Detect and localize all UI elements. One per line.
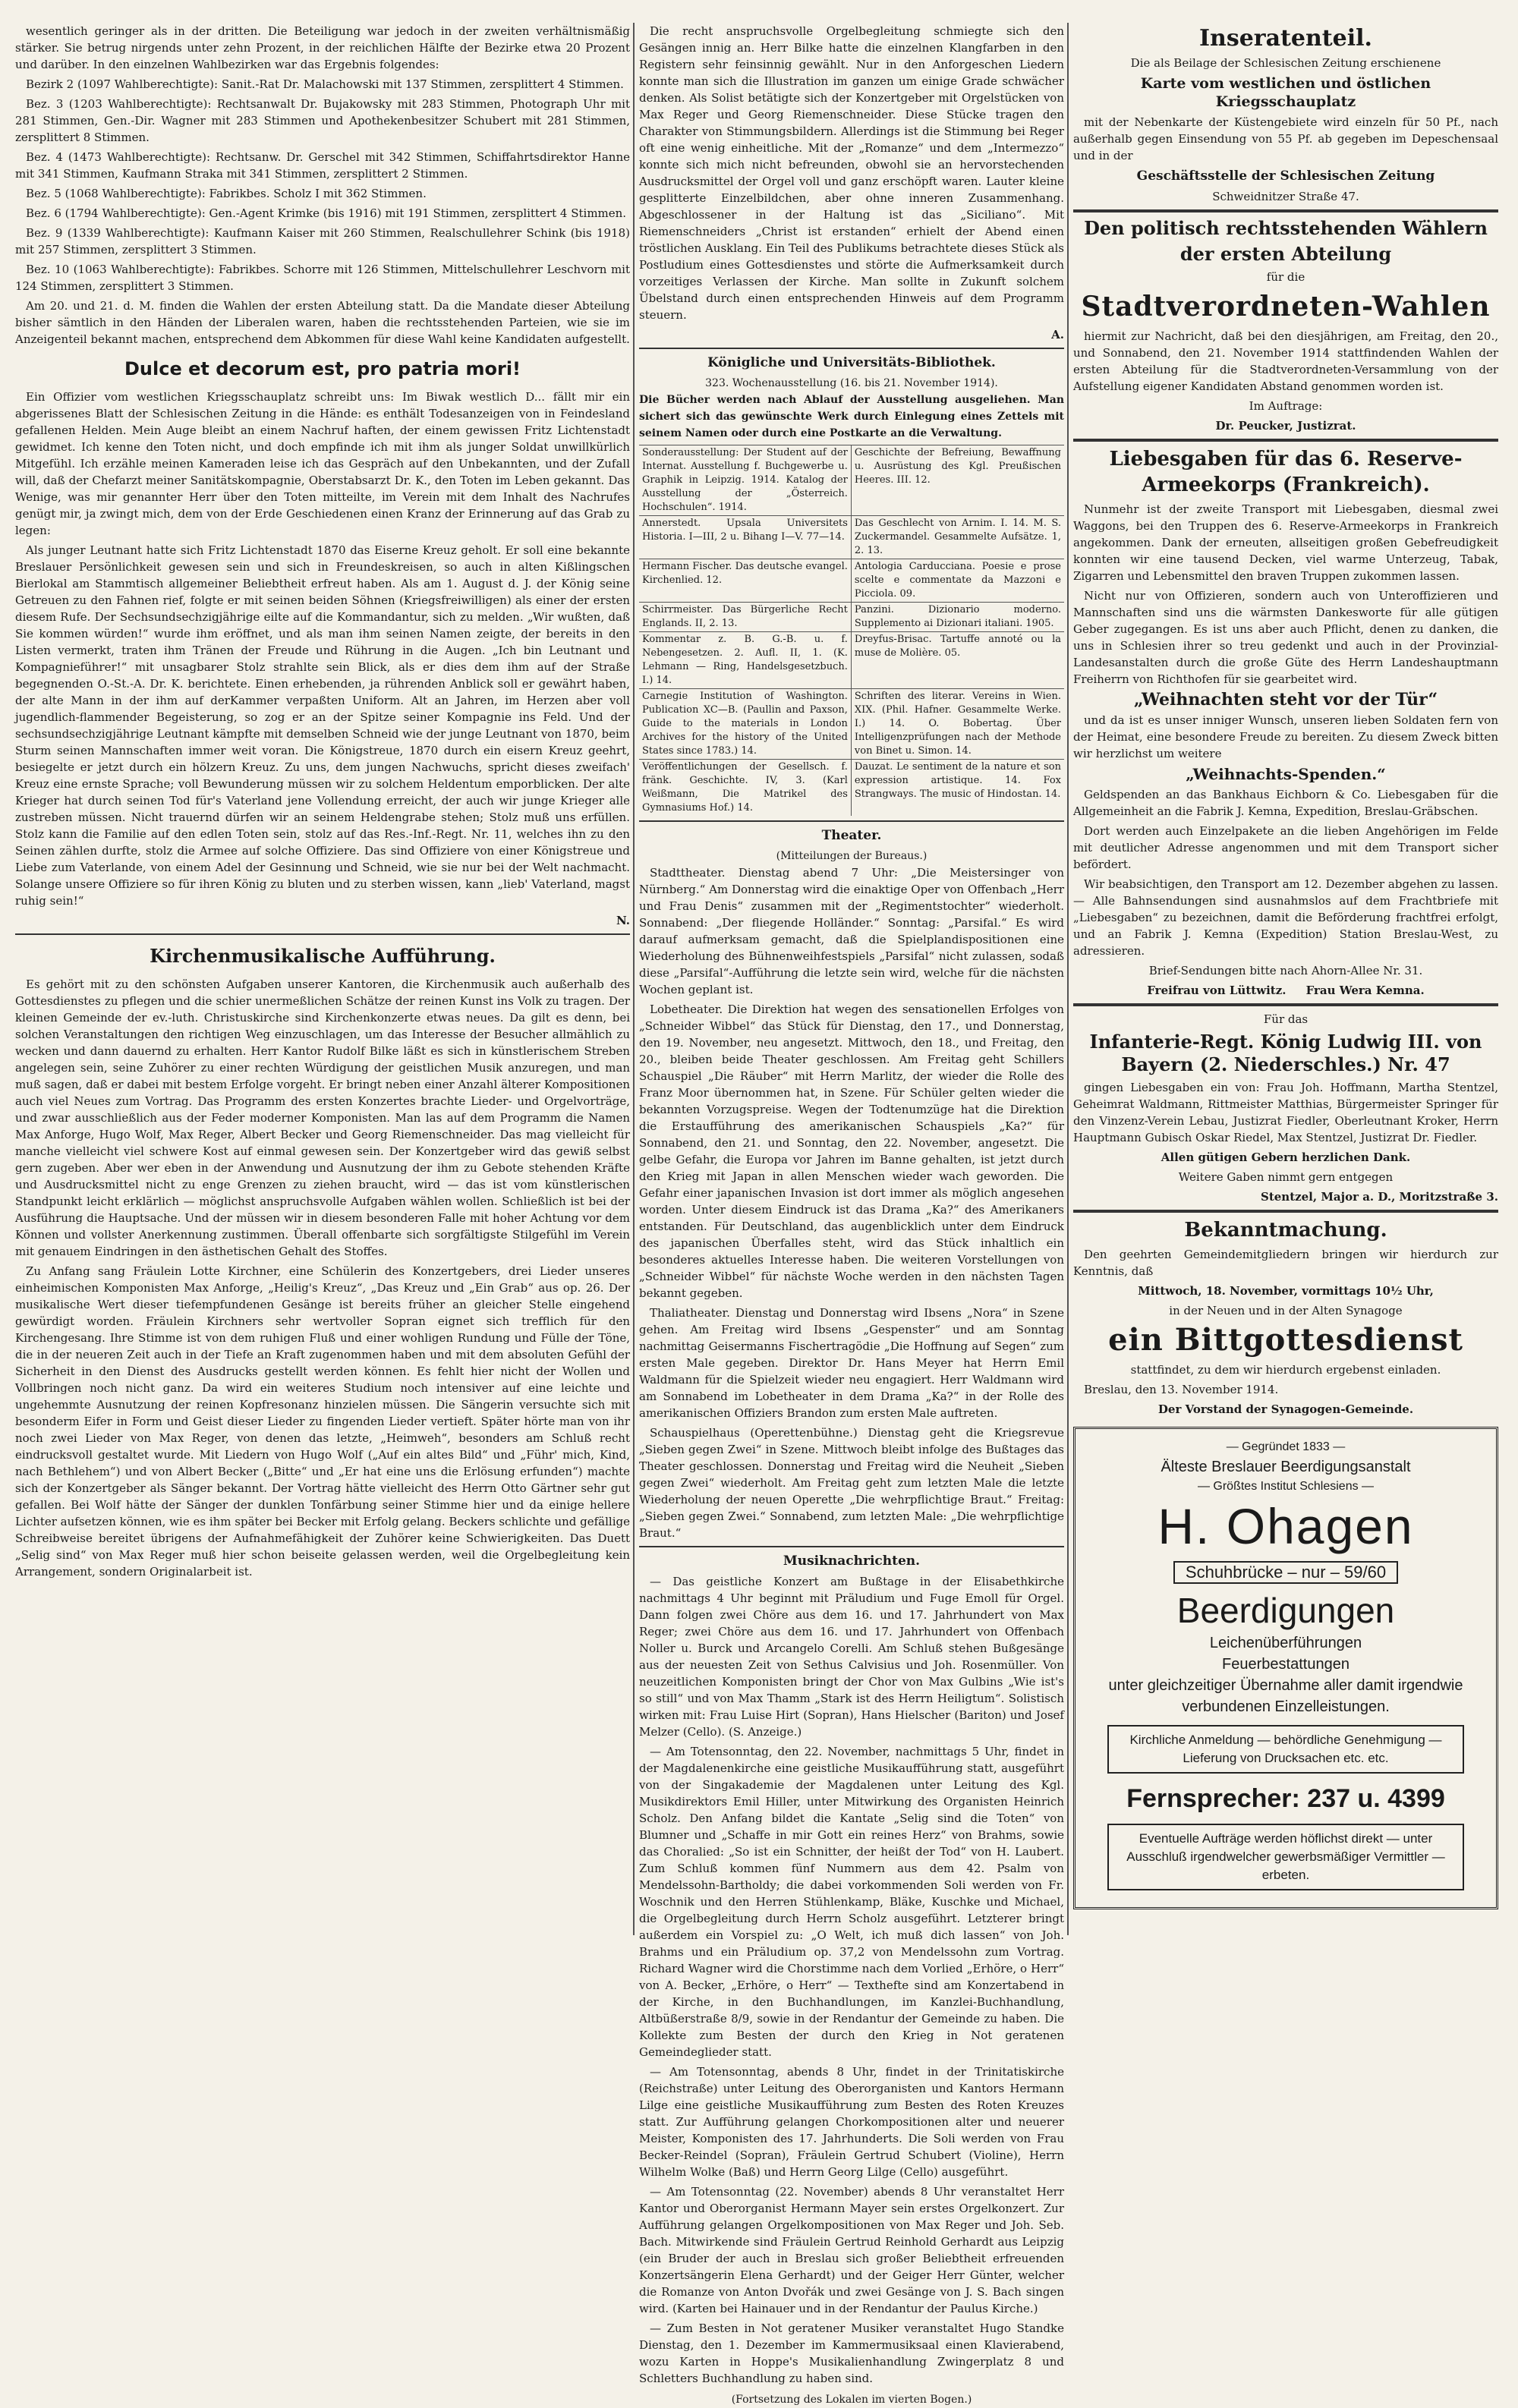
phone-number: Fernsprecher: 237 u. 4399 bbox=[1126, 1784, 1445, 1813]
article-title: Kirchenmusikalische Aufführung. bbox=[150, 945, 496, 967]
ad-title: Infanterie-Regt. König Ludwig III. von Bayern (2. Niederschles.) Nr. 47 bbox=[1089, 1031, 1482, 1075]
ad-signature: Der Vorstand der Synagogen-Gemeinde. bbox=[1157, 1402, 1414, 1416]
paragraph: Bez. 3 (1203 Wahlberechtigte): Rechtsanwalt Dr. Bujakowsky mit 283 Stimmen, Photograph Uhr mit 281 Stimmen, Gen.-Dir. Wagner mit 283 Stimmen und Apothekenbesitzer Schubert mit 281 Stimmen, zersplittert 8 Stimmen. bbox=[15, 97, 630, 144]
section-rule bbox=[639, 1546, 1064, 1547]
ad-title: Karte vom westlichen und östlichen Kriegsschauplatz bbox=[1140, 75, 1431, 110]
company-name: H. Ohagen bbox=[1157, 1498, 1414, 1554]
section-rule bbox=[1073, 439, 1498, 442]
ad-office: Geschäftsstelle der Schlesischen Zeitung bbox=[1136, 168, 1435, 184]
table-cell: Das Geschlecht von Arnim. I. 14. M. S. Zuckermandel. Gesammelte Aufsätze. 1, 2. 13. bbox=[851, 516, 1064, 559]
ad-title: Bekanntmachung. bbox=[1184, 1219, 1387, 1242]
ad-text: Nicht nur von Offizieren, sondern auch von Unteroffizieren und Mannschaften sind uns die wärmsten Dankesworte für alle gütigen Geber zugegangen. Es ist uns aber auch Pflicht, denen zu danken, die uns in Schlesien ihrer so treu gedenkt und auch in der Provinzial-Landesanstalten durch die große Güte des Herrn Landeshauptmann Freiherrn von Richthofen für sie gearbeitet wird. bbox=[1073, 589, 1498, 686]
ad-text: in der Neuen und in der Alten Synagoge bbox=[1169, 1304, 1403, 1317]
paragraph: — Zum Besten in Not geratener Musiker veranstaltet Hugo Standke Dienstag, den 1. Dezember im Kammermusiksaal einen Klavierabend, wozu Karten in Hoppe's Musikalienhandlung Zwingerplatz 8 und Schletters Buchhandlung zu haben sind. bbox=[639, 2321, 1064, 2385]
paragraph: Bezirk 2 (1097 Wahlberechtigte): Sanit.-Rat Dr. Malachowski mit 137 Stimmen, zersplittert 4 Stimmen. bbox=[26, 77, 624, 91]
ad-text: Geldspenden an das Bankhaus Eichborn & Co. Liebesgaben für die Allgemeinheit an die Fabrik J. Kemna, Expedition, Breslau-Gräbschen. bbox=[1073, 788, 1498, 818]
section-rule bbox=[639, 348, 1064, 349]
paragraph: Es gehört mit zu den schönsten Aufgaben unserer Kantoren, die Kirchenmusik auch außerhalb des Gottesdienstes zu pflegen und die schier unermeßlichen Schätze der reinen Kunst ins Volk zu tragen. Der kleinen Gemeinde der ev.-luth. Christuskirche sind Kirchenkonzerte etwas neues. Da gilt es denn, bei solchen Veranstaltungen den richtigen Weg einzuschlagen, um das Interesse der Besucher allmählich zu wecken und dann dauernd zu erhalten. Herr Kantor Rudolf Bilke läßt es sich in künstlerischem Streben angelegen sein, seine Zuhörer zu einer rechten Würdigung der geistlichen Musik anzuregen, und man muß sagen, daß er dabei mit bestem Erfolge vorgeht. Er bringt neben einer Anzahl älterer Kompositionen auch viel Neues zum Vortrag. Das Programm des ersten Konzertes brachte Lieder- und Orgelvorträge, und zwar ausschließlich aus der Feder moderner Komponisten. Man las auf dem Programm die Namen Max Anforge, Hugo Wolf, Max Reger, Albert Becker und Georg Riemenschneider. Das mag vielleicht für manche vielleicht viel schwere Kost auf einmal gewesen sein. Der Konzertgeber wird das gewiß selbst gern zugeben. Aber wer eben in der Anwendung und Ausnutzung der ihm zu Gebote stehenden Kräfte und Ausdrucksmittel nicht zu enge Grenzen zu ziehen braucht, wird — das ist vom künstlerischen Standpunkt leicht erklärlich — möglichst anspruchsvolle Aufgaben wählen wollen. Schließlich ist bei der Ausführung die Hauptsache. Und der müssen wir in diesem besonderen Falle mit hoher Achtung vor dem Können und vollster Anerkennung zustimmen. Überall offenbarte sich sorgfältigste Stilgefühl im Verein mit genauem Eindringen in den ästhetischen Gehalt des Stoffes. bbox=[15, 977, 630, 1258]
ad-text: und da ist es unser inniger Wunsch, unseren lieben Soldaten fern von der Heimat, eine besondere Freude zu bereiten. Zu diesem Zweck bitten wir herzlichst um weitere bbox=[1073, 713, 1498, 760]
paragraph: Zu Anfang sang Fräulein Lotte Kirchner, eine Schülerin des Konzertgebers, drei Lieder unseres einheimischen Komponisten Max Anforge, „Heilig's Kreuz“, „Das Kreuz und „Ein Grab“ aus op. 26. Der musikalische Wert dieser tiefempfundenen Gesänge ist bereits früher an gleicher Stelle eingehend gewürdigt worden. Fräulein Kirchners sehr wertvoller Sopran eignet sich trefflich für den Kirchengesang. Ihre Stimme ist von dem ruhigen Fluß und einer wohligen Rundung und Fülle der Töne, die in der neueren Zeit auch in der Tiefe an Kraft zugenommen haben und mit dem absoluten Gefühl der Sicherheit in den Dienst des Ausdrucks gestellt werden können. Es fehlt hier nicht der Wollen und Vollbringen noch nicht ganz. Da wird ein weiteres Studium noch intensiver auf eine leichte und ungehemmte Ausnutzung der reinen Kopfresonanz hinzielen müssen. Die Sängerin versuchte sich mit besonderm Eifer in Form und Geist dieser Lieder zu fingenden Lieder vertieft. Später hörte man von ihr noch zwei Lieder von Max Reger, von denen das letzte, „Heimweh“, besonders am Schluß recht eindrucksvoll gestaltet wurde. Mit Liedern von Hugo Wolf („Auf ein altes Bild“ und „Führ' mich, Kind, nach Bethlehem“) und von Albert Becker („Bitte“ und „Er hat eine uns die Erlösung erfunden“) machte sich der Konzertgeber als Sänger bekannt. Der Vortrag hätte vielleicht des Herrn Otto Gärtner sehr gut gefallen. Bei Wolf hätte der Sänger der dunklen Tonfärbung seiner Stimme hier und da einige hellere Lichter aufsetzen können, wie es ihm später bei Becker mit Erfolg gelang. Beckers schlichte und gefällige Schreibweise bereitet übrigens der Aufnahmefähigkeit der Zuhörer keine Schwierigkeiten. Das Duett „Selig sind“ von Max Reger muß hier schon beiseite gelassen werden, weil die Orgelbegleitung kein Arrangement, sondern Originalarbeit ist. bbox=[15, 1264, 630, 1579]
ad-text: Den geehrten Gemeindemitgliedern bringen wir hierdurch zur Kenntnis, daß bbox=[1073, 1248, 1498, 1278]
ad-largest: — Größtes Institut Schlesiens — bbox=[1197, 1480, 1375, 1493]
ad-heading-line: Den politisch rechtsstehenden Wählern bbox=[1084, 217, 1488, 239]
ad-text: Allen gütigen Gebern herzlichen Dank. bbox=[1161, 1150, 1411, 1164]
table-cell: Dreyfus-Brisac. Tartuffe annoté ou la muse de Molière. 05. bbox=[851, 632, 1064, 689]
section-rule bbox=[1073, 209, 1498, 212]
ad-text: Nunmehr ist der zweite Transport mit Liebesgaben, diesmal zwei Waggons, bei den Truppen des 6. Reserve-Armeekorps in Frankreich angekommen. Dank der erneuten, allseitigen großen Gebefreudigkeit konnten wir eine tausend Decken, viel warme Unterzeug, Tabak, Zigarren und Lebensmittel den braven Truppen zukommen lassen. bbox=[1073, 502, 1498, 583]
paragraph: — Das geistliche Konzert am Bußtage in der Elisabethkirche nachmittags 4 Uhr beginnt mit Präludium und Fuge Emoll für Orgel. Dann folgen zwei Chöre aus dem 16. und 17. Jahrhundert von Max Reger; zwei Chöre aus dem 16. und 17. Jahrhundert von Offenbach Noller u. Burck und Arcangelo Corelli. Am Schluß stehen Bußgesänge aus der neuesten Zeit von Sethus Calvisius und Joh. Rosenmüller. Von neuzeitlichen Komponisten bringt der Chor von Max Gulbins „Wie ist's so still“ und von Max Thamm „Stark ist des Herrn Heiligtum“. Solistisch wirken mit: Frau Luise Hirt (Sopran), Hans Hielscher (Bariton) und Josef Melzer (Cello). (S. Anzeige.) bbox=[639, 1575, 1064, 1739]
paragraph: Am 20. und 21. d. M. finden die Wahlen der ersten Abteilung statt. Da die Mandate dieser Abteilung bisher sämtlich in den Händen der Liberalen waren, haben die rechtsstehenden Parteien, wie sie im Anzeigenteil bekannt machen, entsprechend dem Abkommen für diese Wahl keine Kandidaten aufgestellt. bbox=[15, 299, 630, 346]
section-rule bbox=[639, 820, 1064, 822]
ad-subtitle: „Weihnachten steht vor der Tür“ bbox=[1133, 690, 1438, 710]
paragraph: Als junger Leutnant hatte sich Fritz Lichtenstadt 1870 das Eiserne Kreuz geholt. Er soll eine bekannte Breslauer Persönlichkeit gewesen sein und sich in Freundeskreisen, so auch in alten Kißlingschen Bierlokal am Stammtisch allgemeiner Beliebtheit erfreut haben. Als am 1. August d. J. der König seine Getreuen zu den Fahnen rief, folgte er mit seinen beiden Söhnen (Kriegsfreiwilligen) als einer der ersten diesem Rufe. Der Sechsundsechzigjährige eilte auf die Kommandantur, sich zu melden. „Wir wußten, daß Sie kommen würden!“ wurde ihm eröffnet, und als man ihm seinen Namen zeigte, der bereits in den Listen vermerkt, traten ihm Tränen der Freude und Rührung in die Augen. „Ich bin Leutnant und Kompagnieführer!“ mit unsagbarer Stolz strahlte sein Blick, als er dies dem ihm auf der Straße begegnenden O.-St.-A. Dr. K. berichtete. Einen erhebenden, ja rührenden Anblick soll er gewährt haben, der alte Mann in der ihm auf derKammer verpaßten Uniform. Alt an Jahren, im Herzen aber voll jugendlich-flammender Begeisterung, so zog er an der Spitze seiner Kompagnie ins Feld. Und der sechsundsechzigjährige Leutnant kämpfte mit demselben Schneid wie der junge Leutnant von 1870, beim Sturm seinen Mannschaften immer weit voran. Die Königstreue, 1870 durch ein eisern Kreuz geehrt, besiegelte er jetzt durch ein hölzern Kreuz. Zu uns, dem jungen Nachwuchs, spricht dieses zweifach' Kreuz eine ernste Sprache; voll Bewunderung müssen wir zu solchem Heldentum emporblicken. Der alte Krieger hat durch seinen Tod für's Vaterland jene Vollendung erreicht, der auch wir junge Krieger alle zustreben müssen. Nicht trauernd dürfen wir an seinem Heldengrabe stehen; Stolz muß uns erfüllen. Stolz kann die Familie auf den edlen Toten sein, stolz auf das Res.-Inf.-Regt. Nr. 11, welches ihn zu den Seinen zählen durfte, stolz die Armee auf solche Offiziere. Das sind Offiziere von einer Königstreue und Liebe zum Vaterlande, von einem Adel der Gesinnung und Schneid, wie sie nur bei der Welt nachmacht. Solange unsere Offiziere so für ihren König zu bluten und zu sterben wissen, kann „lieb' Vaterland, magst ruhig sein!“ bbox=[15, 543, 630, 908]
ad-text: stattfindet, zu dem wir hierdurch ergebenst einladen. bbox=[1130, 1363, 1441, 1377]
ad-date: Mittwoch, 18. November, vormittags 10½ Uhr, bbox=[1138, 1284, 1434, 1298]
election-ad bbox=[1073, 217, 1498, 434]
company-address: Schuhbrücke – nur – 59/60 bbox=[1173, 1561, 1398, 1584]
synagogue-ad bbox=[1073, 1217, 1498, 1418]
table-cell: Dauzat. Le sentiment de la nature et son expression artistique. 14. Fox Strangways. The music of Hindostan. 14. bbox=[851, 760, 1064, 817]
paragraph: — Am Totensonntag, abends 8 Uhr, findet in der Trinitatiskirche (Reichstraße) unter Leitung des Oberorganisten und Kantors Hermann Lilge eine geistliche Musikaufführung zum Besten des Roten Kreuzes statt. Zur Aufführung gelangen Chorkompositionen alter und neuerer Meister, Komponisten des 17. Jahrhunderts. Die Soli werden von Frau Becker-Reindel (Sopran), Fräulein Gertrud Schubert (Violine), Herrn Wilhelm Wolke (Baß) und Herrn Georg Lilge (Cello) ausgeführt. bbox=[639, 2065, 1064, 2179]
ad-service-title: Beerdigungen bbox=[1176, 1591, 1395, 1630]
author-initial: A. bbox=[1051, 328, 1064, 342]
table-cell: Veröffentlichungen der Gesellsch. f. fränk. Geschichte. IV, 3. (Karl Weißmann, Die Matrikel des Gymnasiums Hof.) 14. bbox=[639, 760, 851, 817]
ad-text: Für das bbox=[1263, 1012, 1309, 1026]
paragraph: Bez. 4 (1473 Wahlberechtigte): Rechtsanw. Dr. Gerschel mit 342 Stimmen, Schiffahrtsdirektor Hanne mit 341 Stimmen, Kaufmann Straka mit 341 Stimmen, zersplittert 2 Stimmen. bbox=[15, 150, 630, 181]
column-divider bbox=[633, 23, 635, 1935]
table-row bbox=[639, 603, 1064, 632]
section-subtitle: 323. Wochenausstellung (16. bis 21. November 1914). bbox=[705, 377, 998, 389]
paragraph: Bez. 9 (1339 Wahlberechtigte): Kaufmann Kaiser mit 260 Stimmen, Realschullehrer Schink (bis 1918) mit 257 Stimmen, zersplittert 3 Stimmen. bbox=[15, 226, 630, 257]
table-cell: Hermann Fischer. Das deutsche evangel. Kirchenlied. 12. bbox=[639, 559, 851, 603]
column-3 bbox=[1073, 23, 1498, 1935]
ad-text: Dort werden auch Einzelpakete an die lieben Angehörigen im Felde mit deutlicher Adresse angenommen und mit dem Transport sicher befördert. bbox=[1073, 824, 1498, 871]
ad-heading-line: der ersten Abteilung bbox=[1179, 243, 1392, 265]
ad-inner-box: Kirchliche Anmeldung — behördliche Genehmigung — Lieferung von Drucksachen etc. etc. bbox=[1107, 1725, 1464, 1774]
ad-text: Breslau, den 13. November 1914. bbox=[1084, 1383, 1279, 1396]
table-row bbox=[639, 516, 1064, 559]
table-row bbox=[639, 632, 1064, 689]
table-cell: Schriften des literar. Vereins in Wien. XIX. (Phil. Hafner. Gesammelte Werke. I.) 14. O. Bobertag. Über Intelligenzprüfungen nach der Methode von Binet u. Simon. 14. bbox=[851, 689, 1064, 760]
ad-text: Im Auftrage: bbox=[1249, 399, 1323, 413]
ad-signature: Freifrau von Lüttwitz. Frau Wera Kemna. bbox=[1147, 984, 1425, 997]
ad-text: hiermit zur Nachricht, daß bei den diesjährigen, am Freitag, den 20., und Sonnabend, den 21. November 1914 stattfindenden Wahlen der ersten Abteilung für die Stadtverordneten-Versammlung von der Aufstellung eigener Kandidaten Abstand genommen worden ist. bbox=[1073, 329, 1498, 393]
map-ad bbox=[1073, 55, 1498, 205]
ad-service: unter gleichzeitiger Übernahme aller damit irgendwie verbundenen Einzelleistungen. bbox=[1108, 1677, 1463, 1715]
paragraph: — Am Totensonntag (22. November) abends 8 Uhr veranstaltet Herr Kantor und Oberorganist Hermann Mayer sein erstes Orgelkonzert. Zur Aufführung gelangen Orgelkompositionen von Max Reger und Joh. Seb. Bach. Mitwirkende sind Fräulein Gertrud Reinhold Gerhardt aus Leipzig (ein Bruder der auch in Breslau sich großer Beliebtheit erfreuenden Konzertsängerin Elena Gerhardt) und der Geiger Herr Günter, welcher die Romanze von Anton Dvořák und zwei Gesänge von J. S. Bach singen wird. (Karten bei Hainauer und in der Rendantur der Paulus Kirche.) bbox=[639, 2185, 1064, 2315]
ad-text: für die bbox=[1266, 270, 1305, 284]
column-1 bbox=[15, 23, 630, 1935]
regiment-ad bbox=[1073, 1011, 1498, 1205]
ad-text: Die als Beilage der Schlesischen Zeitung erschienene bbox=[1130, 56, 1441, 70]
ad-text: mit der Nebenkarte der Küstengebiete wird einzeln für 50 Pf., nach außerhalb gegen Einsendung von 55 Pf. ab gegeben im Depeschensaal und in der bbox=[1073, 115, 1498, 162]
table-row bbox=[639, 760, 1064, 817]
ad-text: Weitere Gaben nimmt gern entgegen bbox=[1178, 1170, 1394, 1184]
ad-signature: Stentzel, Major a. D., Moritzstraße 3. bbox=[1260, 1190, 1498, 1204]
table-row bbox=[639, 689, 1064, 760]
table-cell: Kommentar z. B. G.-B. u. f. Nebengesetzen. 2. Aufl. II, 1. (K. Lehmann — Ring, Handelsgesetzbuch. I.) 14. bbox=[639, 632, 851, 689]
paragraph: Die recht anspruchsvolle Orgelbegleitung schmiegte sich den Gesängen innig an. Herr Bilke hatte die einzelnen Klangfarben in den Registern sehr feinsinnig gewählt. Nur in den Anforgeschen Liedern konnte man sich die Illustration im ganzen um einige Grade schwächer denken. Als Solist betätigte sich der Konzertgeber mit Orgelstücken von Max Reger und Georg Riemenschneider. Diese Stücke tragen den Charakter von Stimmungsbildern. Allerdings ist die Stimmung bei Reger oft eine wenig einheitliche. Mit der „Romanze“ und dem „Intermezzo“ konnte sich mich nicht befreunden, obwohl sie an hervorstechenden Ausdrucksmittel der Orgel voll und ganz erschöpft waren. Lauter kleine gesplitterte Einzelbildchen, aber ohne inneren Zusammenhang. Abgeschlossener in der Haltung ist das „Siciliano“. Mit Riemenschneiders „Christ ist erstanden“ erhielt der Abend einen tröstlichen Ausklang. Ein Teil des Publikums betrachtete dieses Stück als Postludium eines Gottesdienstes und störte die Aufmerksamkeit durch vorzeitiges Verlassen der Kirche. Man sollte in Zukunft solchem Übelstand durch einen entsprechenden Hinweis auf dem Programm steuern. bbox=[639, 24, 1064, 322]
table-cell: Sonderausstellung: Der Student auf der Internat. Ausstellung f. Buchgewerbe u. Graphik in Leipzig. 1914. Katalog der Ausstellung der „Österreich. Hochschulen“. 1914. bbox=[639, 445, 851, 516]
ad-text: Wir beabsichtigen, den Transport am 12. Dezember abgehen zu lassen. — Alle Bahnsendungen sind ausnahmslos auf dem Frachtbriefe mit „Liebesgaben“ zu bezeichnen, damit die Beförderung frachtfrei erfolgt, und an Fabrik J. Kemna (Expedition) Station Breslau-West, zu adressieren. bbox=[1073, 877, 1498, 958]
ad-service: Leichenüberführungen bbox=[1209, 1635, 1362, 1651]
paragraph: Schauspielhaus (Operettenbühne.) Dienstag geht die Kriegsrevue „Sieben gegen Zwei“ in Szene. Mittwoch bleibt infolge des Bußtages das Theater geschlossen. Donnerstag und Freitag wird die Neuheit „Sieben gegen Zwei“ wiederholt. Am Freitag geht zum letzten Male die letzte Wiederholung der neuen Operette „Die wehrpflichtige Braut.“ Freitag: „Sieben gegen Zwei.“ Sonnabend, zum letzten Male: „Die wehrpflichtige Braut.“ bbox=[639, 1426, 1064, 1540]
table-cell: Panzini. Dizionario moderno. Supplemento ai Dizionari italiani. 1905. bbox=[851, 603, 1064, 632]
ad-title: Liebesgaben für das 6. Reserve-Armeekorps (Frankreich). bbox=[1109, 448, 1463, 496]
paragraph: Stadttheater. Dienstag abend 7 Uhr: „Die Meistersinger von Nürnberg.“ Am Donnerstag wird die einaktige Oper von Offenbach „Herr und Frau Denis“ zusammen mit der „Regimentstochter“ wiederholt. Sonnabend: „Der fliegende Holländer.“ Sonntag: „Parsifal.“ Es wird darauf aufmerksam gemacht, daß die Spielplandispositionen eine Wiederholung des Bühnenweihfestspiels „Parsifal“ nicht zulassen, sodaß diese „Parsifal“-Aufführung die letzte sein wird, welche für die nächsten Wochen geplant ist. bbox=[639, 866, 1064, 996]
section-rule bbox=[1073, 1210, 1498, 1213]
election-results bbox=[15, 23, 630, 348]
continuation-note: (Fortsetzung des Lokalen im vierten Bogen.) bbox=[731, 2394, 972, 2406]
ad-founded: — Gegründet 1833 — bbox=[1226, 1440, 1346, 1453]
section-rule bbox=[1073, 1003, 1498, 1006]
author-initial: N. bbox=[616, 914, 630, 927]
paragraph: Bez. 5 (1068 Wahlberechtigte): Fabrikbes. Scholz I mit 362 Stimmen. bbox=[26, 187, 427, 200]
ad-signature: Dr. Peucker, Justizrat. bbox=[1215, 419, 1356, 433]
column-divider bbox=[1067, 23, 1069, 1935]
ad-text: gingen Liebesgaben ein von: Frau Joh. Hoffmann, Martha Stentzel, Geheimrat Waldmann, Rittmeister Matthias, Bürgermeister Springer für den Vinzenz-Verein Lebau, Justizrat Fiedler, Oberleutnant Kroker, Herrn Hauptmann Gubisch Oskar Riedel, Max Stentzel, Justizrat Dr. Fiedler. bbox=[1073, 1081, 1498, 1144]
column-2 bbox=[639, 23, 1064, 2406]
section-subtitle: (Mitteilungen der Bureaus.) bbox=[776, 850, 927, 862]
table-cell: Antologia Carducciana. Poesie e prose scelte e commentate da Mazzoni e Picciola. 09. bbox=[851, 559, 1064, 603]
paragraph: Lobetheater. Die Direktion hat wegen des sensationellen Erfolges von „Schneider Wibbel“ das Stück für Dienstag, den 17., und Donnerstag, den 19. November, neu angesetzt. Mittwoch, den 18., und Freitag, den 20., bleiben beide Theater geschlossen. Am Freitag geht Schillers Schauspiel „Die Räuber“ mit Herrn Marlitz, der wieder die Rolle des Franz Moor übernommen hat, in Szene. Für Schüler gelten wieder die bekannten Vorzugspreise. Wegen der Todtenumzüge hat die Direktion die Erstaufführung des amerikanischen Schauspiels „Ka?“ für Sonnabend, den 21. und Sonntag, den 22. November, angesetzt. Die gelbe Gefahr, die Europa vor Jahren im Banne gehalten, ist jetzt durch den Krieg mit Japan in allen Menschen wieder wach geworden. Die Gefahr einer japanischen Invasion ist dort immer als möglich angesehen worden. Unter diesem Eindruck ist das Drama „Ka?“ des Amerikaners entstanden. Für Deutschland, das augenblicklich unter dem Eindruck des japanischen Überfalles steht, wird das Stück inhaltlich ein besonderes aktuelles Interesse haben. Die weiteren Vorstellungen von „Schneider Wibbel“ für nächste Woche werden in den nächsten Tagen bekannt gegeben. bbox=[639, 1003, 1064, 1300]
library-table bbox=[639, 445, 1064, 816]
section-title: Theater. bbox=[821, 828, 882, 843]
ad-subtitle: „Weihnachts-Spenden.“ bbox=[1186, 765, 1386, 783]
table-row bbox=[639, 559, 1064, 603]
library-notice: Die Bücher werden nach Ablauf der Ausstellung ausgeliehen. Man sichert sich das gewünschte Werk durch Einlegung eines Zettels mit seinem Namen oder durch eine Postkarte an die Verwaltung. bbox=[639, 394, 1064, 439]
ad-big-title: ein Bittgottesdienst bbox=[1108, 1322, 1463, 1358]
ad-service: Feuerbestattungen bbox=[1222, 1656, 1350, 1673]
ad-oldest: Älteste Breslauer Beerdigungsanstalt bbox=[1161, 1459, 1411, 1475]
table-cell: Geschichte der Befreiung, Bewaffnung u. Ausrüstung des Kgl. Preußischen Heeres. III. 12. bbox=[851, 445, 1064, 516]
table-cell: Annerstedt. Upsala Universitets Historia. I—III, 2 u. Bihang I—V. 77—14. bbox=[639, 516, 851, 559]
table-cell: Schirrmeister. Das Bürgerliche Recht Englands. II, 2. 13. bbox=[639, 603, 851, 632]
article-title: Dulce et decorum est, pro patria mori! bbox=[124, 358, 521, 379]
paragraph: — Am Totensonntag, den 22. November, nachmittags 5 Uhr, findet in der Magdalenenkirche eine geistliche Musikaufführung statt, ausgeführt von der Singakademie der Magdalenen unter Leitung des Kgl. Musikdirektors Emil Hiller, unter Mitwirkung des Organisten Heinrich Scholz. Den Anfang bildet die Kantate „Selig sind die Toten“ von Blumner und „Schaffe in mir Gott ein reines Herz“ von Brahms, sowie das Choralied: „So ist ein Schnitter, der heißt der Tod“ von H. Laubert. Zum Schluß kommen fünf Nummern aus dem 42. Psalm von Mendelssohn-Bartholdy; die dabei vorkommenden Soli werden von Fr. Woschnik und den Herren Stühlenkamp, Bläke, Kuschke und Michael, die Orgelbegleitung durch Herrn Scholz ausgeführt. Letzterer bringt außerdem ein Vorspiel zu: „O Welt, ich muß dich lassen“ von Joh. Brahms und ein Präludium op. 37,2 von Mendelssohn zum Vortrag. Richard Wagner wird die Chorstimme nach dem Vorlied „Erhöre, o Herr“ von A. Becker, „Erhöre, o Herr“ — Texthefte sind am Konzertabend in der Kirche, in den Buchhandlungen, im Kanzlei-Buchhandlung, Altbüßerstraße 8/9, sowie in der Rendantur der Gemeinde zu haben. Die Kollekte zum Besten der durch den Krieg in Not geratenen Gemeindeglieder statt. bbox=[639, 1745, 1064, 2059]
paragraph: Bez. 10 (1063 Wahlberechtigte): Fabrikbes. Schorre mit 126 Stimmen, Mittelschullehrer Leschvorn mit 124 Stimmen, zersplittert 3 Stimmen. bbox=[15, 263, 630, 293]
ad-address: Schweidnitzer Straße 47. bbox=[1212, 190, 1359, 203]
table-cell: Carnegie Institution of Washington. Publication XC—B. (Paullin and Paxson, Guide to the materials in London Archives for the history of the United States since 1783.) 14. bbox=[639, 689, 851, 760]
paragraph: Bez. 6 (1794 Wahlberechtigte): Gen.-Agent Krimke (bis 1916) mit 191 Stimmen, zersplittert 4 Stimmen. bbox=[26, 206, 627, 220]
funeral-ad bbox=[1073, 1427, 1498, 1909]
ad-title: Stadtverordneten-Wahlen bbox=[1081, 291, 1491, 323]
ads-heading: Inseratenteil. bbox=[1198, 25, 1372, 52]
paragraph: wesentlich geringer als in der dritten. Die Beteiligung war jedoch in der zweiten verhältnismäßig stärker. Sie betrug nirgends unter zehn Prozent, in der reichlichen Hälfte der Bezirke etwa 20 Prozent und darüber. In den einzelnen Wahlbezirken war das Ergebnis folgendes: bbox=[15, 24, 630, 71]
ad-text: Brief-Sendungen bitte nach Ahorn-Allee Nr. 31. bbox=[1148, 964, 1423, 977]
paragraph: Ein Offizier vom westlichen Kriegsschauplatz schreibt uns: Im Biwak westlich D... fällt mir ein abgerissenes Blatt der Schlesischen Zeitung in die Hände: es enthält Todesanzeigen von in Feindesland gefallenen Helden. Mein Auge bleibt an einem Nachruf haften, der einem gewissen Fritz Lichtenstadt gewidmet. Ich kenne den Toten nicht, und doch empfinde ich mit ihm als junger Soldat unwillkürlich Mitgefühl. Ich erzähle meinen Kameraden leise ich das Gespräch auf den Unbekannten, und der Zufall will, daß der Chefarzt meiner Sanitätskompagnie, Oberstabsarzt Dr. K., den Toten im Leben gekannt. Das Wenige, was mir genannter Herr über den Toten mitteilte, im Verein mit dem Inhalt des Nachrufes genügt mir, ja zwingt mich, dem von der Erde Geschiedenen einen Kranz der Erinnerung auf das Grab zu legen: bbox=[15, 390, 630, 537]
paragraph: Thaliatheater. Dienstag und Donnerstag wird Ibsens „Nora“ in Szene gehen. Am Freitag wird Ibsens „Gespenster“ und am Sonntag nachmittag Geisermanns Fischertragödie „Die Hoffnung auf Segen“ zum ersten Male gegeben. Direktor Dr. Hans Meyer hat Herrn Emil Waldmann für die Spielzeit wieder neu engagiert. Herr Waldmann wird am Sonnabend im Lobetheater in dem Drama „Ka?“ in der Rolle des amerikanischen Offiziers Brandon zum ersten Male auftreten. bbox=[639, 1306, 1064, 1420]
section-rule bbox=[15, 933, 630, 935]
section-title: Königliche und Universitäts-Bibliothek. bbox=[707, 355, 996, 370]
section-title: Musiknachrichten. bbox=[783, 1553, 921, 1569]
liebesgaben-ad bbox=[1073, 446, 1498, 999]
ad-inner-box: Eventuelle Aufträge werden höflichst direkt — unter Ausschluß irgendwelcher gewerbsmäßiger Vermittler — erbeten. bbox=[1107, 1824, 1464, 1890]
table-row bbox=[639, 445, 1064, 516]
